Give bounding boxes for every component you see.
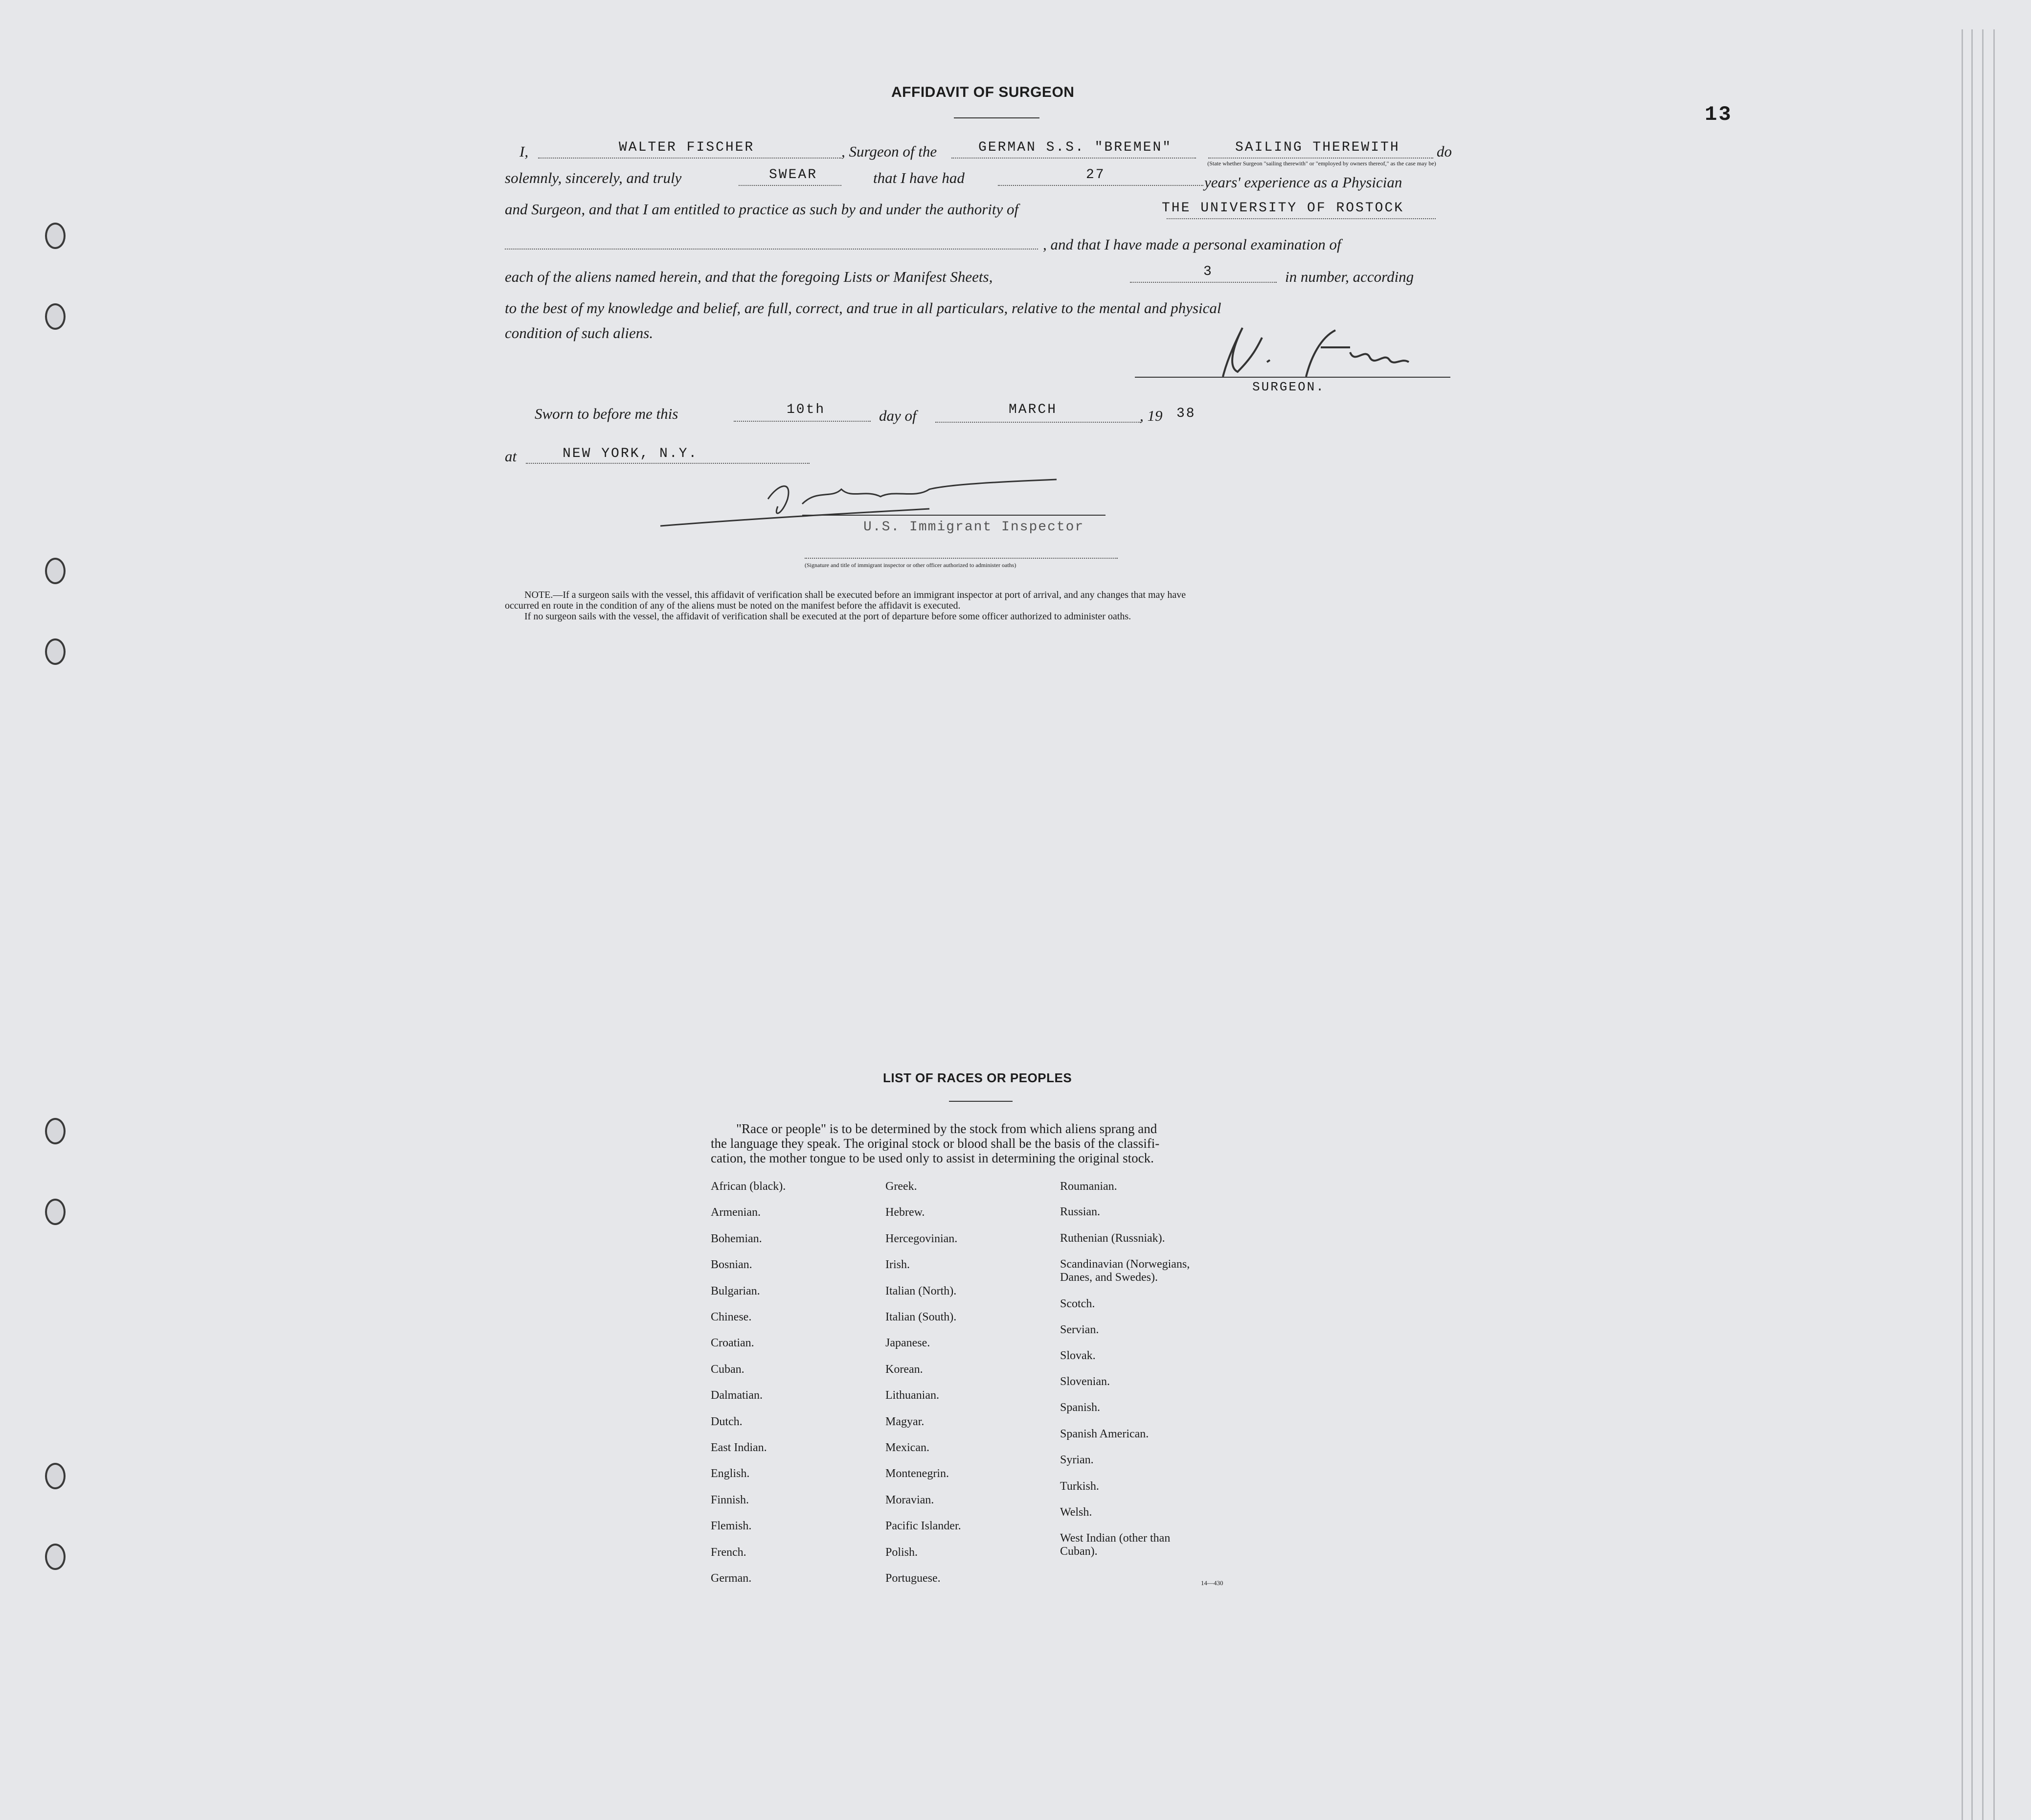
inspector-title: U.S. Immigrant Inspector — [863, 520, 1084, 535]
race-item: Danes, and Swedes). — [1060, 1271, 1158, 1284]
sworn-dots — [734, 421, 871, 422]
race-item: Dalmatian. — [711, 1389, 763, 1402]
capacity-field: SAILING THEREWITH — [1235, 140, 1400, 155]
surgeon-label: SURGEON. — [1252, 380, 1325, 394]
line6: to the best of my knowledge and belief, are full, correct, and true in all particulars, relative to the mental and physical — [505, 299, 1221, 317]
race-item: Korean. — [885, 1363, 923, 1376]
race-item: West Indian (other than — [1060, 1532, 1171, 1545]
sworn-prefix: Sworn to before me this — [535, 405, 678, 422]
oath-field: SWEAR — [769, 167, 818, 182]
races-intro-line3: cation, the mother tongue to be used only to assist in determining the original stock. — [711, 1151, 1154, 1165]
race-item: Cuban). — [1060, 1545, 1098, 1558]
line5-prefix: each of the aliens named herein, and that the foregoing Lists or Manifest Sheets, — [505, 268, 993, 285]
caption-dots — [805, 558, 1118, 559]
page-number: 13 — [1705, 103, 1733, 126]
races-title-underline — [949, 1101, 1013, 1102]
line1-prefix: I, — [519, 143, 529, 160]
race-item: Hercegovinian. — [885, 1232, 958, 1245]
race-item: Japanese. — [885, 1337, 930, 1349]
race-item: Slovak. — [1060, 1349, 1096, 1362]
race-item: Bulgarian. — [711, 1285, 760, 1297]
race-item: Welsh. — [1060, 1506, 1092, 1519]
sworn-dots — [935, 422, 1141, 423]
race-item: Servian. — [1060, 1323, 1099, 1336]
line7: condition of such aliens. — [505, 324, 654, 341]
capacity-note: (State whether Surgeon "sailing therewith" or "employed by owners thereof," as the case may be) — [1207, 160, 1436, 167]
note-line2: occurred en route in the condition of any of the aliens must be noted on the manifest before the affidavit is executed. — [505, 600, 961, 611]
binder-hole — [45, 1544, 66, 1570]
line1-dots — [1208, 158, 1433, 159]
at-prefix: at — [505, 448, 517, 465]
form-number: 14—430 — [1201, 1579, 1223, 1587]
line2-prefix: solemnly, sincerely, and truly — [505, 169, 682, 186]
race-item: Scotch. — [1060, 1297, 1095, 1310]
race-item: Italian (South). — [885, 1311, 957, 1323]
binder-hole — [45, 638, 66, 665]
race-item: Spanish American. — [1060, 1428, 1149, 1440]
race-item: Russian. — [1060, 1206, 1101, 1218]
line5-suffix: in number, according — [1285, 268, 1414, 285]
note-line3: If no surgeon sails with the vessel, the affidavit of verification shall be executed at the port of departure before some officer authorized to administer oaths. — [524, 611, 1131, 622]
race-item: Portuguese. — [885, 1572, 941, 1585]
race-item: Chinese. — [711, 1311, 752, 1323]
race-item: Syrian. — [1060, 1454, 1094, 1466]
sworn-year-prefix: , 19 — [1140, 407, 1163, 424]
race-item: Finnish. — [711, 1494, 749, 1506]
title-underline — [954, 117, 1039, 118]
race-item: Pacific Islander. — [885, 1520, 961, 1532]
races-intro-line1: "Race or people" is to be determined by the stock from which aliens sprang and — [736, 1121, 1157, 1136]
race-item: Scandinavian (Norwegians, — [1060, 1258, 1190, 1271]
race-item: Ruthenian (Russniak). — [1060, 1232, 1165, 1245]
binder-hole — [45, 1463, 66, 1489]
line2-dots — [998, 185, 1203, 186]
race-item: German. — [711, 1572, 752, 1585]
sworn-mid: day of — [879, 407, 917, 424]
ship-field: GERMAN S.S. "BREMEN" — [978, 140, 1173, 155]
sworn-day: 10th — [787, 402, 826, 417]
race-item: Mexican. — [885, 1441, 929, 1454]
sworn-year: 38 — [1176, 406, 1196, 421]
affidavit-title: AFFIDAVIT OF SURGEON — [891, 84, 1075, 100]
race-item: Greek. — [885, 1180, 917, 1193]
binder-hole — [45, 223, 66, 249]
line5-dots — [1130, 282, 1277, 283]
sworn-month: MARCH — [1009, 402, 1058, 417]
race-item: Hebrew. — [885, 1206, 925, 1219]
binder-hole — [45, 303, 66, 330]
race-item: Magyar. — [885, 1415, 925, 1428]
binder-hole — [45, 1199, 66, 1225]
races-intro-line2: the language they speak. The original stock or blood shall be the basis of the classifi- — [711, 1136, 1160, 1151]
binder-hole — [45, 558, 66, 584]
line1-mid: , Surgeon of the — [841, 143, 937, 160]
surgeon-signature-line — [1135, 377, 1450, 378]
line2-mid: that I have had — [873, 169, 965, 186]
authority-field: THE UNIVERSITY OF ROSTOCK — [1162, 201, 1404, 216]
race-item: Montenegrin. — [885, 1467, 949, 1480]
race-item: African (black). — [711, 1180, 786, 1193]
race-item: Spanish. — [1060, 1401, 1101, 1414]
at-place: NEW YORK, N.Y. — [563, 446, 699, 461]
race-item: Turkish. — [1060, 1480, 1099, 1493]
line3-dots — [1167, 218, 1436, 219]
inspector-signature-line — [802, 515, 1106, 516]
race-item: Cuban. — [711, 1363, 745, 1376]
line2-dots — [739, 185, 841, 186]
race-item: Dutch. — [711, 1415, 743, 1428]
race-item: Bosnian. — [711, 1258, 752, 1271]
at-dots — [526, 463, 810, 464]
race-item: Moravian. — [885, 1494, 934, 1506]
line4-suffix: , and that I have made a personal examination of — [1043, 236, 1341, 253]
line1-suffix: do — [1437, 143, 1452, 160]
sheets-field: 3 — [1203, 264, 1213, 279]
race-item: Bohemian. — [711, 1232, 762, 1245]
races-title: LIST OF RACES OR PEOPLES — [883, 1070, 1072, 1085]
line1-dots — [951, 158, 1196, 159]
line3-prefix: and Surgeon, and that I am entitled to practice as such by and under the authority of — [505, 201, 1019, 218]
race-item: Flemish. — [711, 1520, 752, 1532]
race-item: Roumanian. — [1060, 1180, 1117, 1193]
line4-dots — [505, 249, 1038, 250]
note-line1: NOTE.—If a surgeon sails with the vessel, this affidavit of verification shall be executed before an immigrant inspector at port of arrival, and any changes that may have — [524, 590, 1186, 600]
race-item: Slovenian. — [1060, 1375, 1110, 1388]
race-item: Armenian. — [711, 1206, 761, 1219]
binder-hole — [45, 1118, 66, 1144]
race-item: Polish. — [885, 1546, 918, 1559]
race-item: Italian (North). — [885, 1285, 957, 1297]
race-item: English. — [711, 1467, 750, 1480]
race-item: Lithuanian. — [885, 1389, 939, 1402]
race-item: French. — [711, 1546, 746, 1559]
years-field: 27 — [1086, 167, 1106, 182]
race-item: Irish. — [885, 1258, 910, 1271]
race-item: Croatian. — [711, 1337, 754, 1349]
surgeon-name-field: WALTER FISCHER — [619, 140, 755, 155]
line2-suffix: years' experience as a Physician — [1204, 174, 1402, 191]
signature-caption: (Signature and title of immigrant inspector or other officer authorized to administer oaths) — [805, 562, 1016, 569]
race-item: East Indian. — [711, 1441, 767, 1454]
line1-dots — [538, 158, 841, 159]
